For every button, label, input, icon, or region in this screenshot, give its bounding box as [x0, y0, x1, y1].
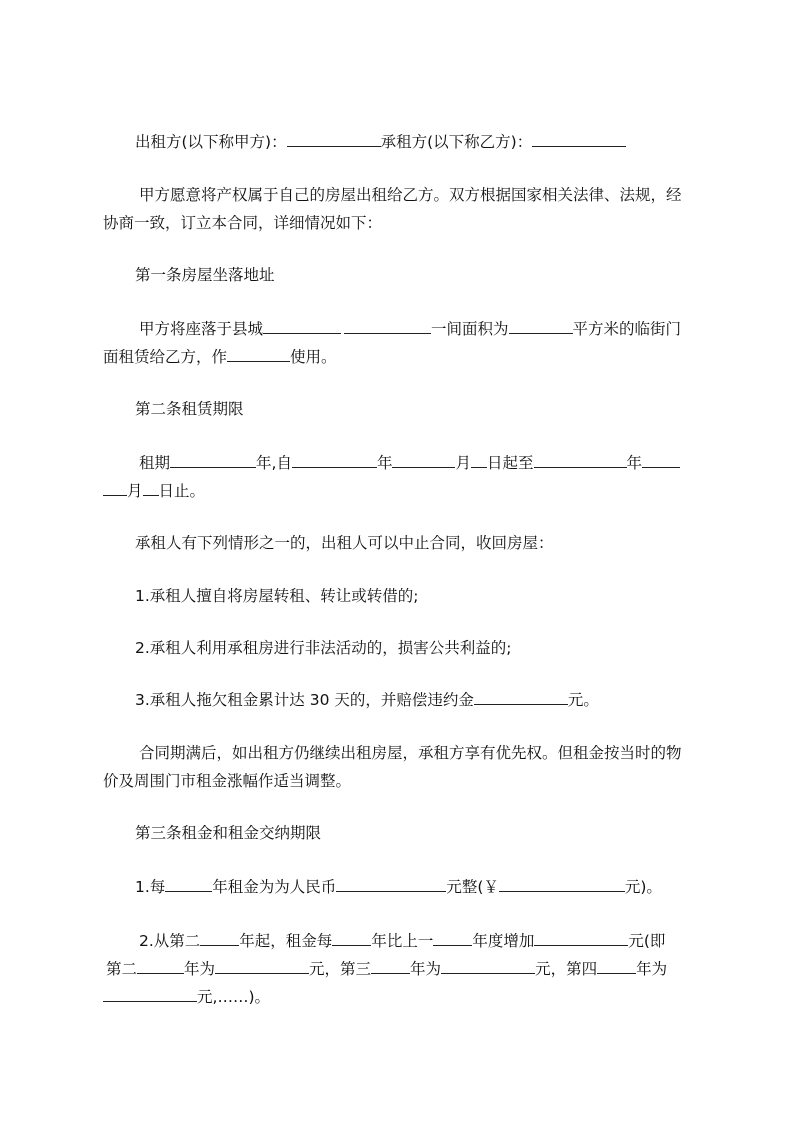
increase-compare-blank [433, 930, 472, 946]
rent-item-2-line-2 [106, 958, 716, 980]
rent-amount-words-blank [336, 876, 446, 892]
article1-line-1 [139, 318, 749, 340]
rent-item-2-line-3 [103, 986, 713, 1008]
parties-line [135, 131, 745, 153]
term-text-f: 年 [626, 454, 643, 472]
rent1-text-c: 元整(￥ [446, 878, 499, 896]
article1-text-d: 面租赁给乙方，作 [103, 348, 228, 366]
end-month-blank-a [642, 452, 680, 468]
start-day-blank [471, 452, 487, 468]
term-years-blank [170, 452, 256, 468]
term-text-c: 年 [376, 454, 393, 472]
rent2-text-k: 年为 [636, 960, 668, 978]
rent2-text-f: 第二 [106, 960, 138, 978]
rent-item-1 [135, 876, 745, 898]
rent2-text-j: 元，第四 [535, 960, 598, 978]
end-year-blank [534, 452, 627, 468]
rent2-text-g: 年为 [184, 960, 216, 978]
rent1-text-d: 元)。 [624, 878, 662, 896]
termination-item-1: 1.承租人擅自将房屋转租、转让或转借的; [135, 587, 419, 605]
term-text-d: 月 [455, 454, 471, 472]
termination-item-2: 2.承租人利用承租房进行非法活动的，损害公共利益的; [135, 639, 512, 657]
article2-title: 第二条租赁期限 [135, 400, 244, 418]
area-blank [509, 318, 573, 334]
rent2-text-e: 元(即 [628, 932, 666, 950]
item3-text-b: 元。 [567, 691, 599, 709]
rent2-text-d: 年度增加 [472, 932, 535, 950]
renewal-line-2: 价及周围门市租金涨幅作适当调整。 [103, 772, 352, 790]
rent1-text-b: 年租金为为人民币 [212, 878, 337, 896]
renewal-line-1: 合同期满后，如出租方仍继续出租房屋，承租方享有优先权。但租金按当时的物 [139, 744, 682, 762]
rent-item-2-line-1 [139, 930, 749, 952]
term-text-a: 租期 [139, 454, 171, 472]
rent2-text-l: 元, [197, 988, 218, 1006]
rent2-text-m: ……)。 [217, 988, 270, 1006]
increase-amount-blank [534, 930, 628, 946]
rent1-text-a: 1.每 [135, 878, 166, 896]
increase-period-blank [332, 930, 371, 946]
rent-period-blank [165, 876, 212, 892]
rent2-text-c: 年比上一 [371, 932, 434, 950]
termination-intro: 承租人有下列情形之一的，出租人可以中止合同，收回房屋： [135, 534, 554, 552]
article1-text-c: 平方米的临街门 [572, 320, 682, 338]
year4-amount-blank [103, 986, 197, 1002]
article1-line-2 [103, 346, 713, 368]
article2-line-2 [103, 480, 713, 502]
year3-amount-blank [441, 958, 535, 974]
rent2-text-h: 元，第三 [309, 960, 372, 978]
article1-title: 第一条房屋坐落地址 [135, 266, 275, 284]
start-year-blank [292, 452, 377, 468]
increase-start-blank [200, 930, 239, 946]
end-month-blank-b [103, 480, 127, 496]
term-text-e: 日起至 [486, 454, 534, 472]
start-month-blank [392, 452, 455, 468]
address-blank-1 [263, 318, 341, 334]
term-text-b: 年,自 [256, 454, 292, 472]
usage-blank [227, 346, 290, 362]
article2-line-1 [139, 452, 749, 474]
year3-blank [371, 958, 410, 974]
intro-line-2: 协商一致，订立本合同，详细情况如下： [103, 214, 383, 232]
lessee-blank [532, 131, 626, 147]
rent2-text-i: 年为 [410, 960, 442, 978]
term-text-h: 日止。 [158, 482, 206, 500]
article1-text-b: 一间面积为 [431, 320, 509, 338]
penalty-blank [474, 689, 568, 705]
termination-item-3 [135, 689, 745, 711]
year4-blank [597, 958, 636, 974]
lessee-label: 承租方(以下称乙方)： [380, 133, 533, 151]
rent-amount-number-blank [499, 876, 625, 892]
address-blank-2 [344, 318, 431, 334]
year2-blank [137, 958, 184, 974]
article1-text-e: 使用。 [290, 348, 337, 366]
article1-text-a: 甲方将座落于县城 [139, 320, 264, 338]
rent2-text-a: 2.从第二 [139, 932, 201, 950]
intro-line-1: 甲方愿意将产权属于自己的房屋出租给乙方。双方根据国家相关法律、法规，经 [139, 186, 682, 204]
end-day-blank [143, 480, 159, 496]
lessor-label: 出租方(以下称甲方)： [135, 133, 287, 151]
article3-title: 第三条租金和租金交纳期限 [135, 824, 322, 842]
term-text-g: 月 [127, 482, 143, 500]
item3-text-a: 3.承租人拖欠租金累计达 30 天的，并赔偿违约金 [135, 691, 474, 709]
year2-amount-blank [215, 958, 309, 974]
rent2-text-b: 年起，租金每 [239, 932, 333, 950]
lessor-blank [287, 131, 381, 147]
